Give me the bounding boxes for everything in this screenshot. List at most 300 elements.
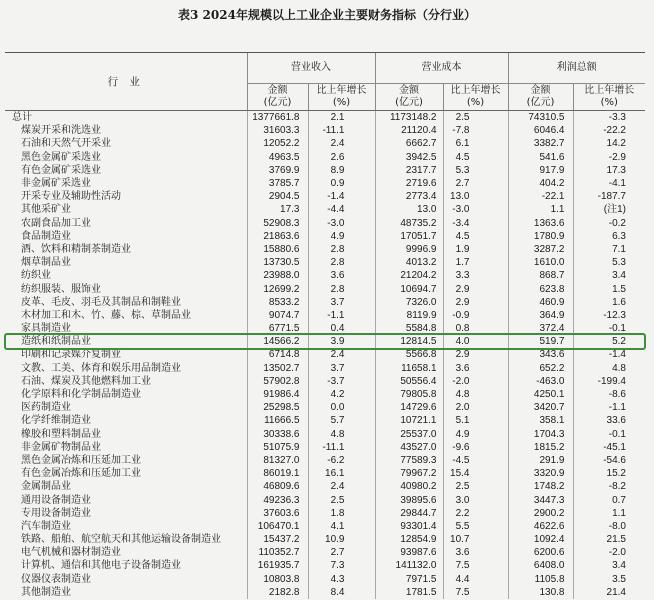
cost-amount: 10721.1 [375,414,443,427]
revenue-amount: 11666.5 [247,414,308,427]
cost-growth: 4.4 [443,573,508,586]
profit-amount: 6046.4 [508,124,573,137]
profit-growth: -8.0 [573,520,645,533]
profit-growth: 0.7 [573,493,645,506]
cost-amount: 77589.3 [375,454,443,467]
profit-growth: (注1) [573,203,645,216]
revenue-growth: 3.9 [308,335,375,348]
cost-amount: 2773.4 [375,190,443,203]
table-row [5,375,645,388]
revenue-amount-header [247,84,308,111]
revenue-growth: 2.8 [308,256,375,269]
industry-name: 计算机、通信和其他电子设备制造业 [21,560,181,572]
revenue-amount: 21863.6 [247,230,308,243]
revenue-amount: 3785.7 [247,177,308,190]
profit-growth: -4.1 [573,177,645,190]
revenue-growth: 4.1 [308,520,375,533]
profit-growth: -2.0 [573,546,645,559]
profit-growth: 14.2 [573,137,645,150]
revenue-amount: 12052.2 [247,137,308,150]
revenue-growth: -4.4 [308,203,375,216]
table-row [5,520,645,533]
profit-amount: 3287.2 [508,243,573,256]
total-row [5,111,645,125]
revenue-growth: 2.7 [308,546,375,559]
cost-growth: -3.4 [443,217,508,230]
profit-growth: -2.9 [573,151,645,164]
cost-amount: 93987.6 [375,546,443,559]
cost-growth: 2.9 [443,296,508,309]
industry-name: 化学纤维制造业 [21,415,91,427]
table-row [5,335,645,348]
industry-name: 石油和天然气开采业 [21,138,111,150]
growth-label: 比上年增长 [584,85,635,96]
table-row [5,203,645,216]
cost-growth: 2.5 [443,111,508,125]
profit-amount: 291.9 [508,454,573,467]
revenue-growth: -11.1 [308,124,375,137]
revenue-amount: 15437.2 [247,533,308,546]
revenue-amount: 10803.8 [247,573,308,586]
table-row [5,586,645,599]
revenue-amount: 13502.7 [247,362,308,375]
cost-growth: -9.6 [443,441,508,454]
profit-amount: 4622.6 [508,520,573,533]
cost-amount: 9996.9 [375,243,443,256]
revenue-growth: 1.8 [308,507,375,520]
table-row [5,164,645,177]
cost-growth: -7.8 [443,124,508,137]
cost-amount: 8119.9 [375,309,443,322]
revenue-amount: 91986.4 [247,388,308,401]
revenue-amount: 2182.8 [247,586,308,599]
table-row [5,282,645,295]
profit-growth: 1.1 [573,507,645,520]
cost-amount: 79805.8 [375,388,443,401]
table-row [5,414,645,427]
cost-amount: 10694.7 [375,282,443,295]
revenue-amount: 9074.7 [247,309,308,322]
table-row [5,217,645,230]
cost-growth: 4.5 [443,151,508,164]
profit-growth: 21.5 [573,533,645,546]
revenue-growth: 2.8 [308,282,375,295]
profit-amount: 1704.3 [508,428,573,441]
revenue-growth: 7.3 [308,559,375,572]
industry-name: 铁路、船舶、航空航天和其他运输设备制造业 [21,534,221,546]
industry-name: 皮革、毛皮、羽毛及其制品和制鞋业 [21,296,181,308]
table-row [5,546,645,559]
profit-growth: -45.1 [573,441,645,454]
revenue-growth: 3.7 [308,296,375,309]
cost-amount-header [375,84,443,111]
table-row [5,362,645,375]
profit-growth: -1.1 [573,401,645,414]
revenue-amount: 51075.9 [247,441,308,454]
cost-amount: 12854.9 [375,533,443,546]
industry-name: 木材加工和木、竹、藤、棕、草制品业 [21,309,191,321]
growth-label: 比上年增长 [316,85,367,96]
cost-growth: 0.8 [443,322,508,335]
profit-amount: 372.4 [508,322,573,335]
profit-growth: 15.2 [573,467,645,480]
industry-name: 黑色金属冶炼和压延加工业 [21,454,141,466]
revenue-growth: 2.5 [308,493,375,506]
table-row [5,428,645,441]
revenue-amount: 6714.8 [247,348,308,361]
profit-amount: 652.2 [508,362,573,375]
profit-amount: 460.9 [508,296,573,309]
profit-amount: -22.1 [508,190,573,203]
profit-amount: 1815.2 [508,441,573,454]
cost-amount: 21120.4 [375,124,443,137]
cost-growth: 15.4 [443,467,508,480]
cost-growth-header [443,84,508,111]
table-row [5,533,645,546]
table-row [5,124,645,137]
cost-growth: 7.5 [443,586,508,599]
cost-growth: 5.1 [443,414,508,427]
revenue-growth: -1.1 [308,309,375,322]
revenue-growth: 0.0 [308,401,375,414]
table-row [5,269,645,282]
cost-amount: 40980.2 [375,480,443,493]
profit-growth: -8.6 [573,388,645,401]
revenue-growth: 16.1 [308,467,375,480]
profit-amount: 358.1 [508,414,573,427]
cost-growth: 5.3 [443,164,508,177]
cost-growth: 4.0 [443,335,508,348]
profit-amount: 868.7 [508,269,573,282]
profit-growth: 3.4 [573,269,645,282]
industry-name: 石油、煤炭及其他燃料加工业 [21,375,151,387]
cost-amount: 5566.8 [375,348,443,361]
profit-amount: 3420.7 [508,401,573,414]
revenue-growth: 10.9 [308,533,375,546]
cost-amount: 141132.0 [375,559,443,572]
cost-amount: 7326.0 [375,296,443,309]
table-row [5,454,645,467]
table-row [5,322,645,335]
revenue-growth: 8.4 [308,586,375,599]
profit-amount: 364.9 [508,309,573,322]
profit-amount: 1780.9 [508,230,573,243]
table-row [5,256,645,269]
industry-name: 酒、饮料和精制茶制造业 [21,243,131,255]
revenue-growth: 0.4 [308,322,375,335]
industry-name: 总计 [12,112,32,124]
cost-growth: 3.6 [443,546,508,559]
cost-growth: 4.8 [443,388,508,401]
cost-amount: 21204.2 [375,269,443,282]
revenue-amount: 3769.9 [247,164,308,177]
cost-growth: 2.9 [443,348,508,361]
table-row [5,441,645,454]
table-row [5,137,645,150]
cost-growth: 1.7 [443,256,508,269]
revenue-growth: -6.2 [308,454,375,467]
cost-growth: 4.5 [443,230,508,243]
table-title: 表3 2024年规模以上工业企业主要财务指标（分行业） [178,8,476,22]
industry-name: 汽车制造业 [21,520,71,532]
profit-growth: 5.2 [573,335,645,348]
revenue-growth: 3.6 [308,269,375,282]
profit-growth: 33.6 [573,414,645,427]
industry-name: 仪器仪表制造业 [21,573,91,585]
growth-unit: (%) [332,97,351,108]
revenue-amount: 49236.3 [247,493,308,506]
revenue-amount: 81327.0 [247,454,308,467]
cost-growth: 2.5 [443,480,508,493]
cost-growth: 2.2 [443,507,508,520]
profit-growth: -199.4 [573,375,645,388]
cost-growth: 2.0 [443,401,508,414]
profit-amount: 917.9 [508,164,573,177]
cost-amount: 48735.2 [375,217,443,230]
profit-growth: 6.3 [573,230,645,243]
industry-name: 开采专业及辅助性活动 [21,191,121,203]
cost-amount: 1173148.2 [375,111,443,125]
cost-amount: 39895.6 [375,493,443,506]
industry-name: 电气机械和器材制造业 [21,547,121,559]
revenue-group-header: 营业收入 [247,53,375,84]
table-row [5,177,645,190]
profit-growth: -12.3 [573,309,645,322]
table-row [5,190,645,203]
profit-amount: 519.7 [508,335,573,348]
industry-name: 专用设备制造业 [21,507,91,519]
cost-amount: 93301.4 [375,520,443,533]
profit-growth: -22.2 [573,124,645,137]
industry-name: 有色金属冶炼和压延加工业 [21,468,141,480]
profit-amount-header [508,84,573,111]
industry-name: 食品制造业 [21,230,71,242]
profit-amount: 1748.2 [508,480,573,493]
revenue-growth: -11.1 [308,441,375,454]
industry-name: 金属制品业 [21,481,71,493]
table-row [5,243,645,256]
industry-name: 烟草制品业 [21,257,71,269]
amount-label: 金额 [530,85,551,96]
industry-name: 通用设备制造业 [21,494,91,506]
profit-amount: 3382.7 [508,137,573,150]
growth-unit: (%) [600,97,618,108]
cost-group-header: 营业成本 [375,53,508,84]
cost-amount: 6662.7 [375,137,443,150]
table-row [5,348,645,361]
amount-label: 金额 [267,85,288,96]
amount-unit: (亿元) [526,97,555,108]
table-row [5,467,645,480]
industry-column-header: 行 业 [5,53,247,111]
revenue-growth: -3.7 [308,375,375,388]
profit-growth: 3.5 [573,573,645,586]
revenue-growth: 2.4 [308,480,375,493]
profit-amount: 130.8 [508,586,573,599]
revenue-amount: 25298.5 [247,401,308,414]
profit-growth: -8.2 [573,480,645,493]
cost-amount: 3942.5 [375,151,443,164]
profit-growth: -0.1 [573,428,645,441]
revenue-growth: -3.0 [308,217,375,230]
table-row [5,151,645,164]
table-body [5,111,645,599]
growth-unit: (%) [466,97,485,108]
table-row [5,559,645,572]
revenue-growth: 4.2 [308,388,375,401]
table-row [5,493,645,506]
cost-amount: 43527.0 [375,441,443,454]
table-row [5,507,645,520]
industry-name: 其他制造业 [21,586,71,598]
cost-amount: 7971.5 [375,573,443,586]
profit-amount: 1105.8 [508,573,573,586]
cost-growth: 3.0 [443,493,508,506]
cost-growth: 1.9 [443,243,508,256]
profit-amount: 343.6 [508,348,573,361]
cost-amount: 14729.6 [375,401,443,414]
profit-amount: 1610.0 [508,256,573,269]
cost-amount: 25537.0 [375,428,443,441]
cost-growth: 5.5 [443,520,508,533]
industry-name: 非金属矿物制品业 [21,441,101,453]
financial-indicators-table [5,52,645,599]
cost-growth: 4.9 [443,428,508,441]
revenue-growth: 4.3 [308,573,375,586]
profit-growth: -187.7 [573,190,645,203]
cost-amount: 2317.7 [375,164,443,177]
revenue-growth: 4.9 [308,230,375,243]
revenue-growth: 2.1 [308,111,375,125]
amount-label: 金额 [399,85,419,96]
revenue-amount: 37603.6 [247,507,308,520]
profit-growth: 1.5 [573,282,645,295]
industry-name: 文教、工美、体育和娱乐用品制造业 [21,362,181,374]
growth-label: 比上年增长 [450,85,501,96]
industry-name: 煤炭开采和洗选业 [21,125,101,137]
profit-amount: 4250.1 [508,388,573,401]
revenue-amount: 31603.3 [247,124,308,137]
cost-amount: 50556.4 [375,375,443,388]
profit-amount: 404.2 [508,177,573,190]
cost-growth: 2.7 [443,177,508,190]
profit-amount: 74310.5 [508,111,573,125]
revenue-growth: -1.4 [308,190,375,203]
revenue-amount: 8533.2 [247,296,308,309]
cost-amount: 11658.1 [375,362,443,375]
table-row [5,401,645,414]
revenue-amount: 106470.1 [247,520,308,533]
revenue-amount: 4963.5 [247,151,308,164]
revenue-amount: 14566.2 [247,335,308,348]
amount-unit: (亿元) [395,97,423,108]
industry-name: 黑色金属矿采选业 [21,151,101,163]
profit-growth: -1.4 [573,348,645,361]
profit-growth: -54.6 [573,454,645,467]
industry-name: 其他采矿业 [21,204,71,216]
cost-growth: -4.5 [443,454,508,467]
table-row [5,573,645,586]
profit-growth: 1.6 [573,296,645,309]
profit-growth: 5.3 [573,256,645,269]
profit-amount: 3320.9 [508,467,573,480]
revenue-amount: 57902.8 [247,375,308,388]
profit-growth: 4.8 [573,362,645,375]
cost-growth: -0.9 [443,309,508,322]
revenue-growth: 3.7 [308,362,375,375]
profit-growth: 7.1 [573,243,645,256]
profit-amount: 1.1 [508,203,573,216]
revenue-amount: 86019.1 [247,467,308,480]
table-row [5,388,645,401]
cost-growth: -3.0 [443,203,508,216]
table-row [5,230,645,243]
industry-name: 非金属矿采选业 [21,178,91,190]
revenue-amount: 2904.5 [247,190,308,203]
revenue-growth: 8.9 [308,164,375,177]
cost-growth: 3.3 [443,269,508,282]
revenue-amount: 46809.6 [247,480,308,493]
cost-growth: 3.6 [443,362,508,375]
profit-amount: 6200.6 [508,546,573,559]
revenue-growth: 2.8 [308,243,375,256]
industry-name: 纺织服装、服饰业 [21,283,101,295]
revenue-growth-header [308,84,375,111]
profit-amount: 541.6 [508,151,573,164]
revenue-growth: 2.6 [308,151,375,164]
profit-growth: 3.4 [573,559,645,572]
industry-name: 家具制造业 [21,323,71,335]
cost-growth: 10.7 [443,533,508,546]
revenue-growth: 0.9 [308,177,375,190]
amount-unit: (亿元) [263,97,292,108]
profit-growth-header [573,84,645,111]
profit-growth: -0.2 [573,217,645,230]
revenue-amount: 15880.6 [247,243,308,256]
cost-amount: 5584.8 [375,322,443,335]
industry-name: 有色金属矿采选业 [21,164,101,176]
revenue-amount: 6771.5 [247,322,308,335]
revenue-amount: 30338.6 [247,428,308,441]
industry-name: 医药制造业 [21,402,71,414]
industry-name: 印刷和记录媒介复制业 [21,349,121,361]
revenue-amount: 13730.5 [247,256,308,269]
cost-growth: 6.1 [443,137,508,150]
cost-growth: 7.5 [443,559,508,572]
revenue-growth: 2.4 [308,137,375,150]
profit-growth: -3.3 [573,111,645,125]
table-row [5,309,645,322]
profit-growth: 17.3 [573,164,645,177]
industry-name: 化学原料和化学制品制造业 [21,389,141,401]
profit-growth: 21.4 [573,586,645,599]
table-row [5,480,645,493]
cost-growth: 2.9 [443,282,508,295]
profit-amount: 623.8 [508,282,573,295]
profit-amount: 1092.4 [508,533,573,546]
industry-name: 橡胶和塑料制品业 [21,428,101,440]
cost-amount: 13.0 [375,203,443,216]
revenue-amount: 23988.0 [247,269,308,282]
table-row [5,296,645,309]
cost-amount: 4013.2 [375,256,443,269]
cost-growth: 13.0 [443,190,508,203]
industry-name: 农副食品加工业 [21,217,91,229]
revenue-amount: 161935.7 [247,559,308,572]
cost-growth: -2.0 [443,375,508,388]
profit-amount: 6408.0 [508,559,573,572]
industry-name: 纺织业 [21,270,51,282]
